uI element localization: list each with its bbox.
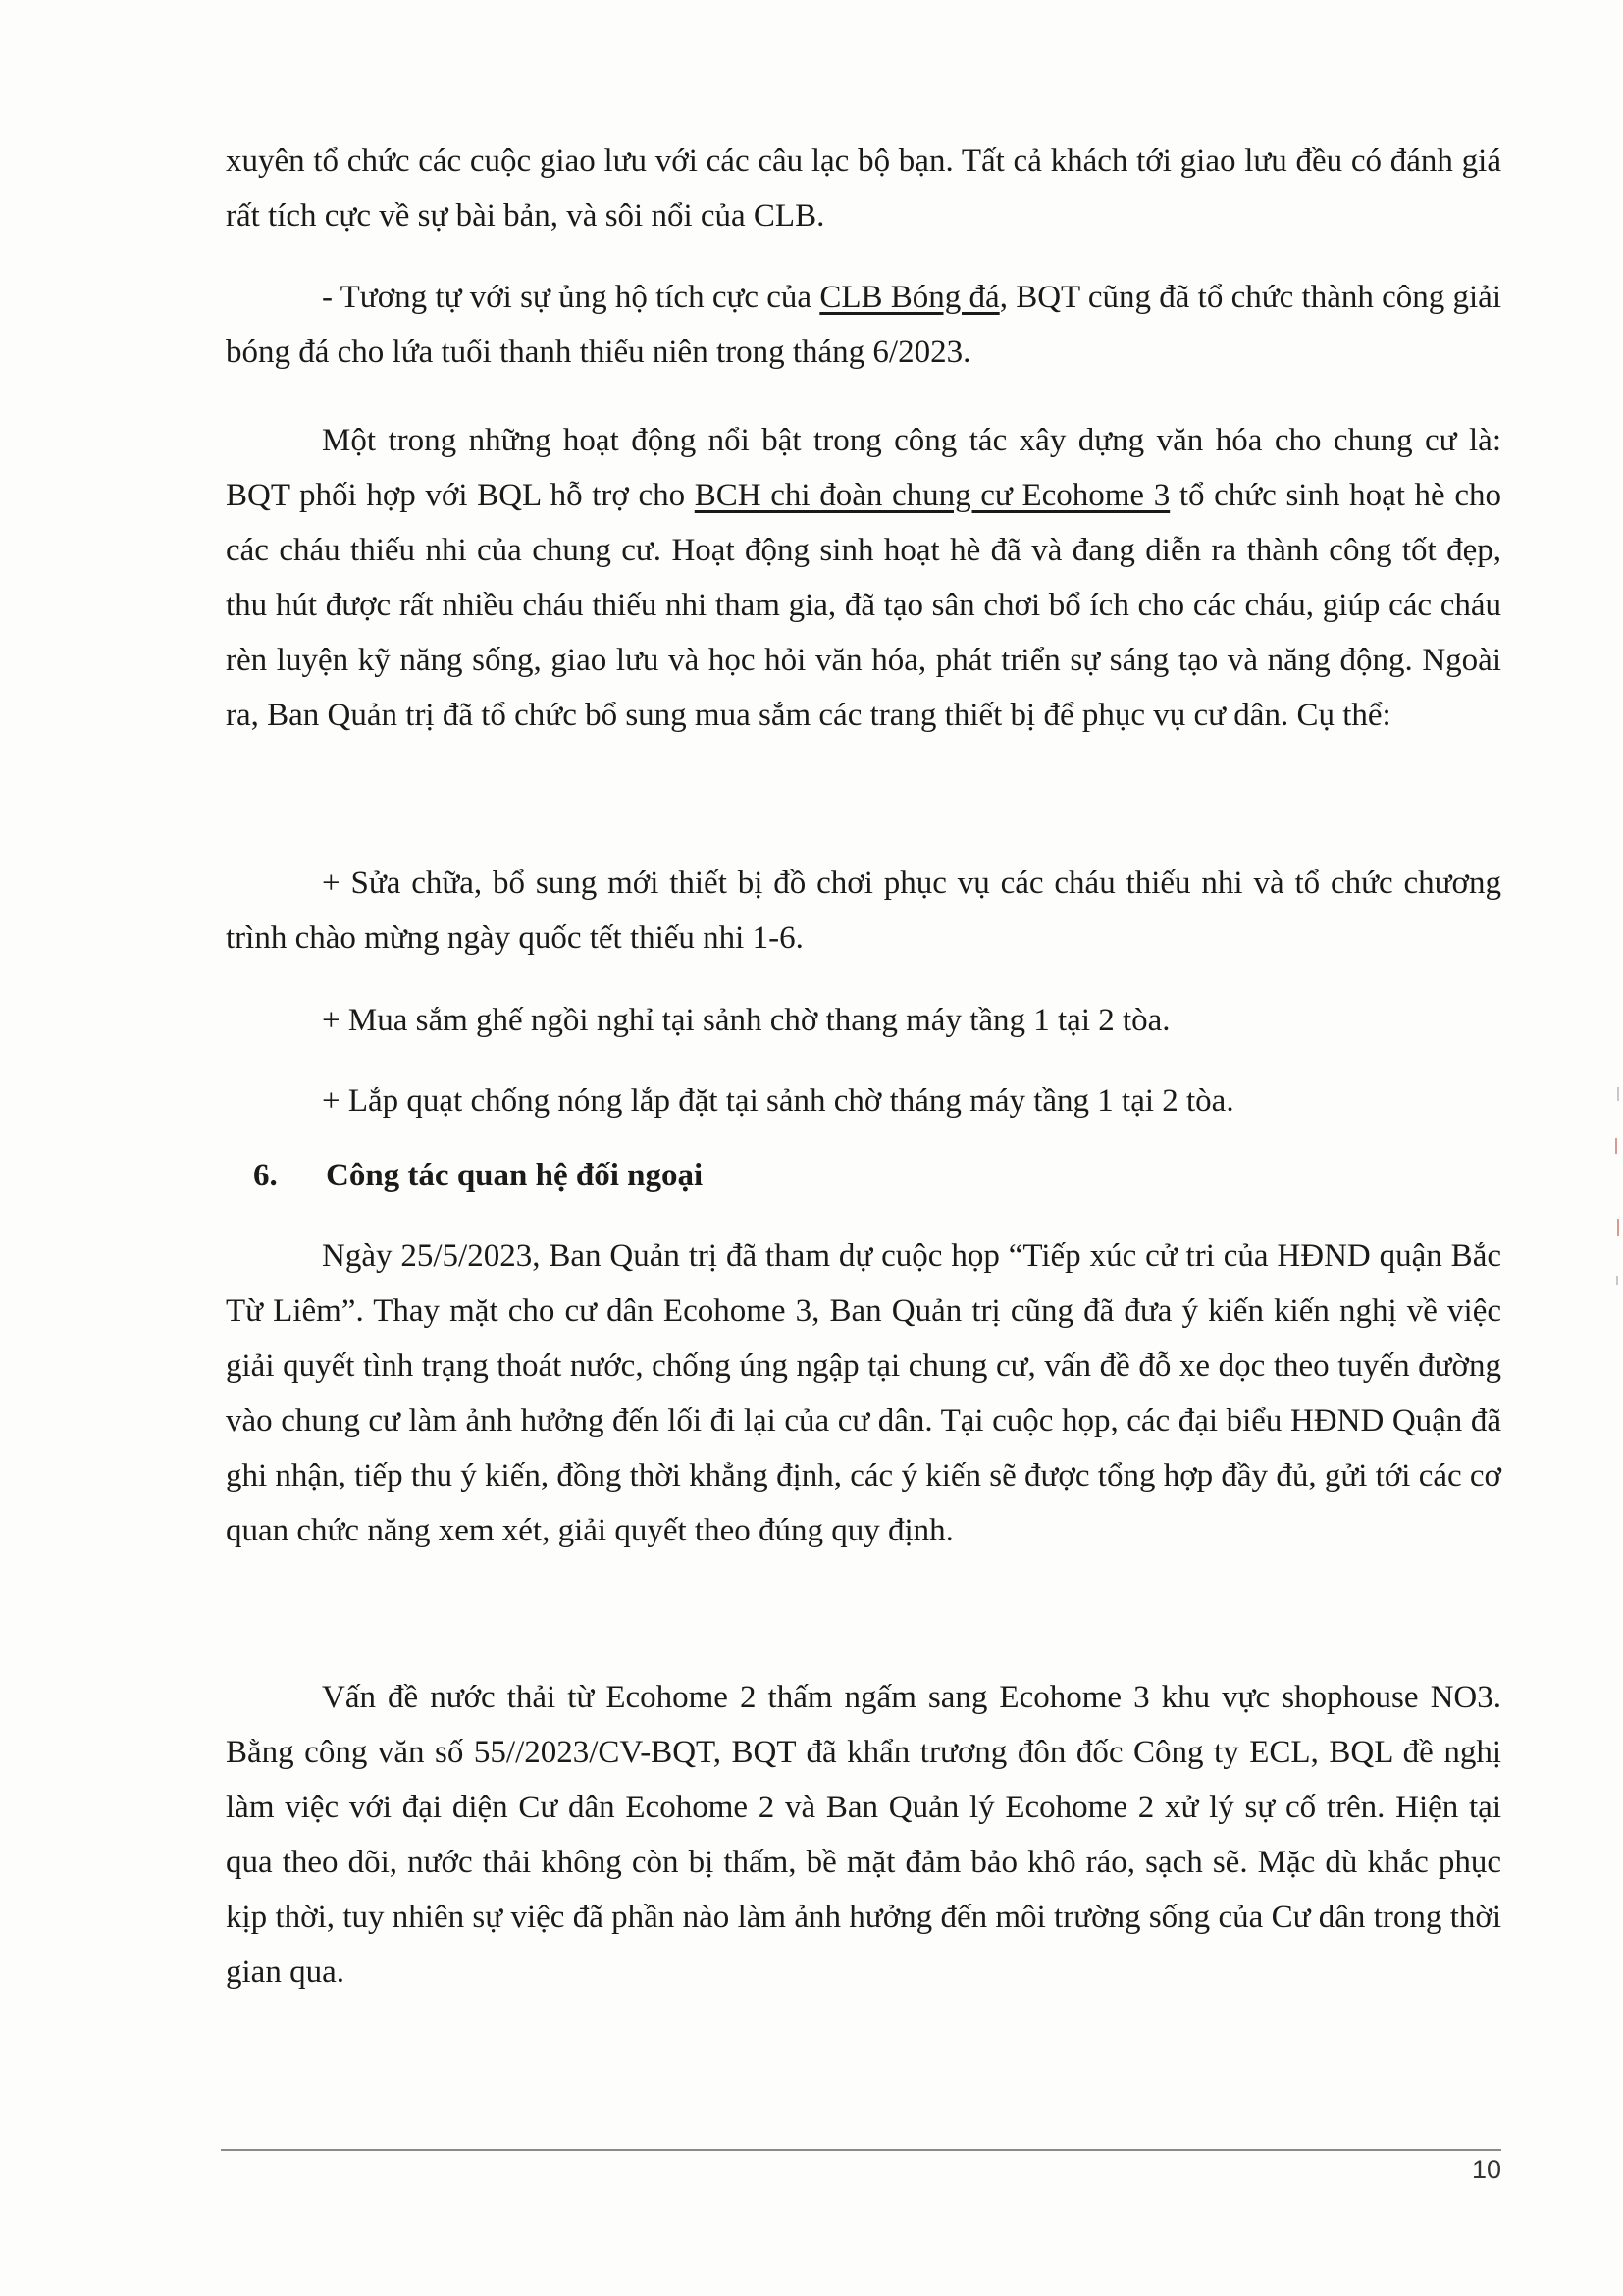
scan-speck — [1617, 1087, 1619, 1101]
list-item-lobby-fans: + Lắp quạt chống nóng lắp đặt tại sảnh chờ tháng máy tầng 1 tại 2 tòa. — [322, 1083, 1234, 1119]
paragraph-text: tổ chức sinh hoạt hè cho các cháu thiếu nhi của chung cư. Hoạt động sinh hoạt hè đã và đang diễn ra thành công tốt đẹp, thu hút được rất nhiều cháu thiếu nhi tham gia, đã tạo sân chơi bổ ích cho các cháu, giúp các cháu rèn luyện kỹ năng sống, giao lưu và học hỏi văn hóa, phát triển sự sáng tạo và năng động. Ngoài ra, Ban Quản trị đã tổ chức bổ sung mua sắm các trang thiết bị để phục vụ cư dân. Cụ thể: — [226, 478, 1501, 733]
youth-union-link: BCH chi đoàn chung cư Ecohome 3 — [694, 478, 1171, 513]
paragraph-cultural-activities — [226, 413, 1501, 743]
page-number: 10 — [1471, 2155, 1501, 2184]
scan-speck — [1615, 1138, 1617, 1154]
paragraph-club-exchange: xuyên tổ chức các cuộc giao lưu với các câu lạc bộ bạn. Tất cả khách tới giao lưu đều có đánh giá rất tích cực về sự bài bản, và sôi nổi của CLB. — [226, 143, 1501, 234]
paragraph-football-club — [226, 270, 1501, 380]
list-item-lobby-chairs: + Mua sắm ghế ngồi nghỉ tại sảnh chờ thang máy tầng 1 tại 2 tòa. — [322, 1003, 1171, 1038]
paragraph-text: - Tương tự với sự ủng hộ tích cực của — [322, 280, 820, 315]
scan-speck — [1617, 1219, 1619, 1236]
scan-speck — [1616, 1276, 1618, 1285]
section-number: 6. — [253, 1158, 278, 1193]
list-item-toy-equipment: + Sửa chữa, bổ sung mới thiết bị đồ chơi phục vụ các cháu thiếu nhi và tổ chức chương trình chào mừng ngày quốc tết thiếu nhi 1-6. — [226, 865, 1501, 956]
paragraph-text: Một trong những hoạt động nổi bật trong công tác xây dựng văn hóa cho chung cư là: BQT phối hợp với BQL hỗ trợ cho — [226, 423, 1501, 513]
paragraph-wastewater: Vấn đề nước thải từ Ecohome 2 thấm ngấm sang Ecohome 3 khu vực shophouse NO3. Bằng công văn số 55//2023/CV-BQT, BQT đã khẩn trương đôn đốc Công ty ECL, BQL đề nghị làm việc với đại diện Cư dân Ecohome 2 và Ban Quản lý Ecohome 2 xử lý sự cố trên. Hiện tại qua theo dõi, nước thải không còn bị thấm, bề mặt đảm bảo khô ráo, sạch sẽ. Mặc dù khắc phục kịp thời, tuy nhiên sự việc đã phần nào làm ảnh hưởng đến môi trường sống của Cư dân trong thời gian qua. — [226, 1680, 1501, 1990]
paragraph-voter-meeting: Ngày 25/5/2023, Ban Quản trị đã tham dự cuộc họp “Tiếp xúc cử tri của HĐND quận Bắc Từ Liêm”. Thay mặt cho cư dân Ecohome 3, Ban Quản trị cũng đã đưa ý kiến kiến nghị về việc giải quyết tình trạng thoát nước, chống úng ngập tại chung cư, vấn đề đỗ xe dọc theo tuyến đường vào chung cư làm ảnh hưởng đến lối đi lại của cư dân. Tại cuộc họp, các đại biểu HĐND Quận đã ghi nhận, tiếp thu ý kiến, đồng thời khẳng định, các ý kiến sẽ được tổng hợp đầy đủ, gửi tới các cơ quan chức năng xem xét, giải quyết theo đúng quy định. — [226, 1238, 1501, 1548]
club-link: CLB Bóng đá — [819, 280, 1000, 315]
footer-divider — [221, 2149, 1501, 2151]
section-heading — [253, 1148, 703, 1203]
section-title: Công tác quan hệ đối ngoại — [326, 1158, 704, 1193]
paragraph-text: , BQT cũng đã tổ chức thành công giải bóng đá cho lứa tuổi thanh thiếu niên trong tháng 6/2023. — [226, 280, 1501, 370]
